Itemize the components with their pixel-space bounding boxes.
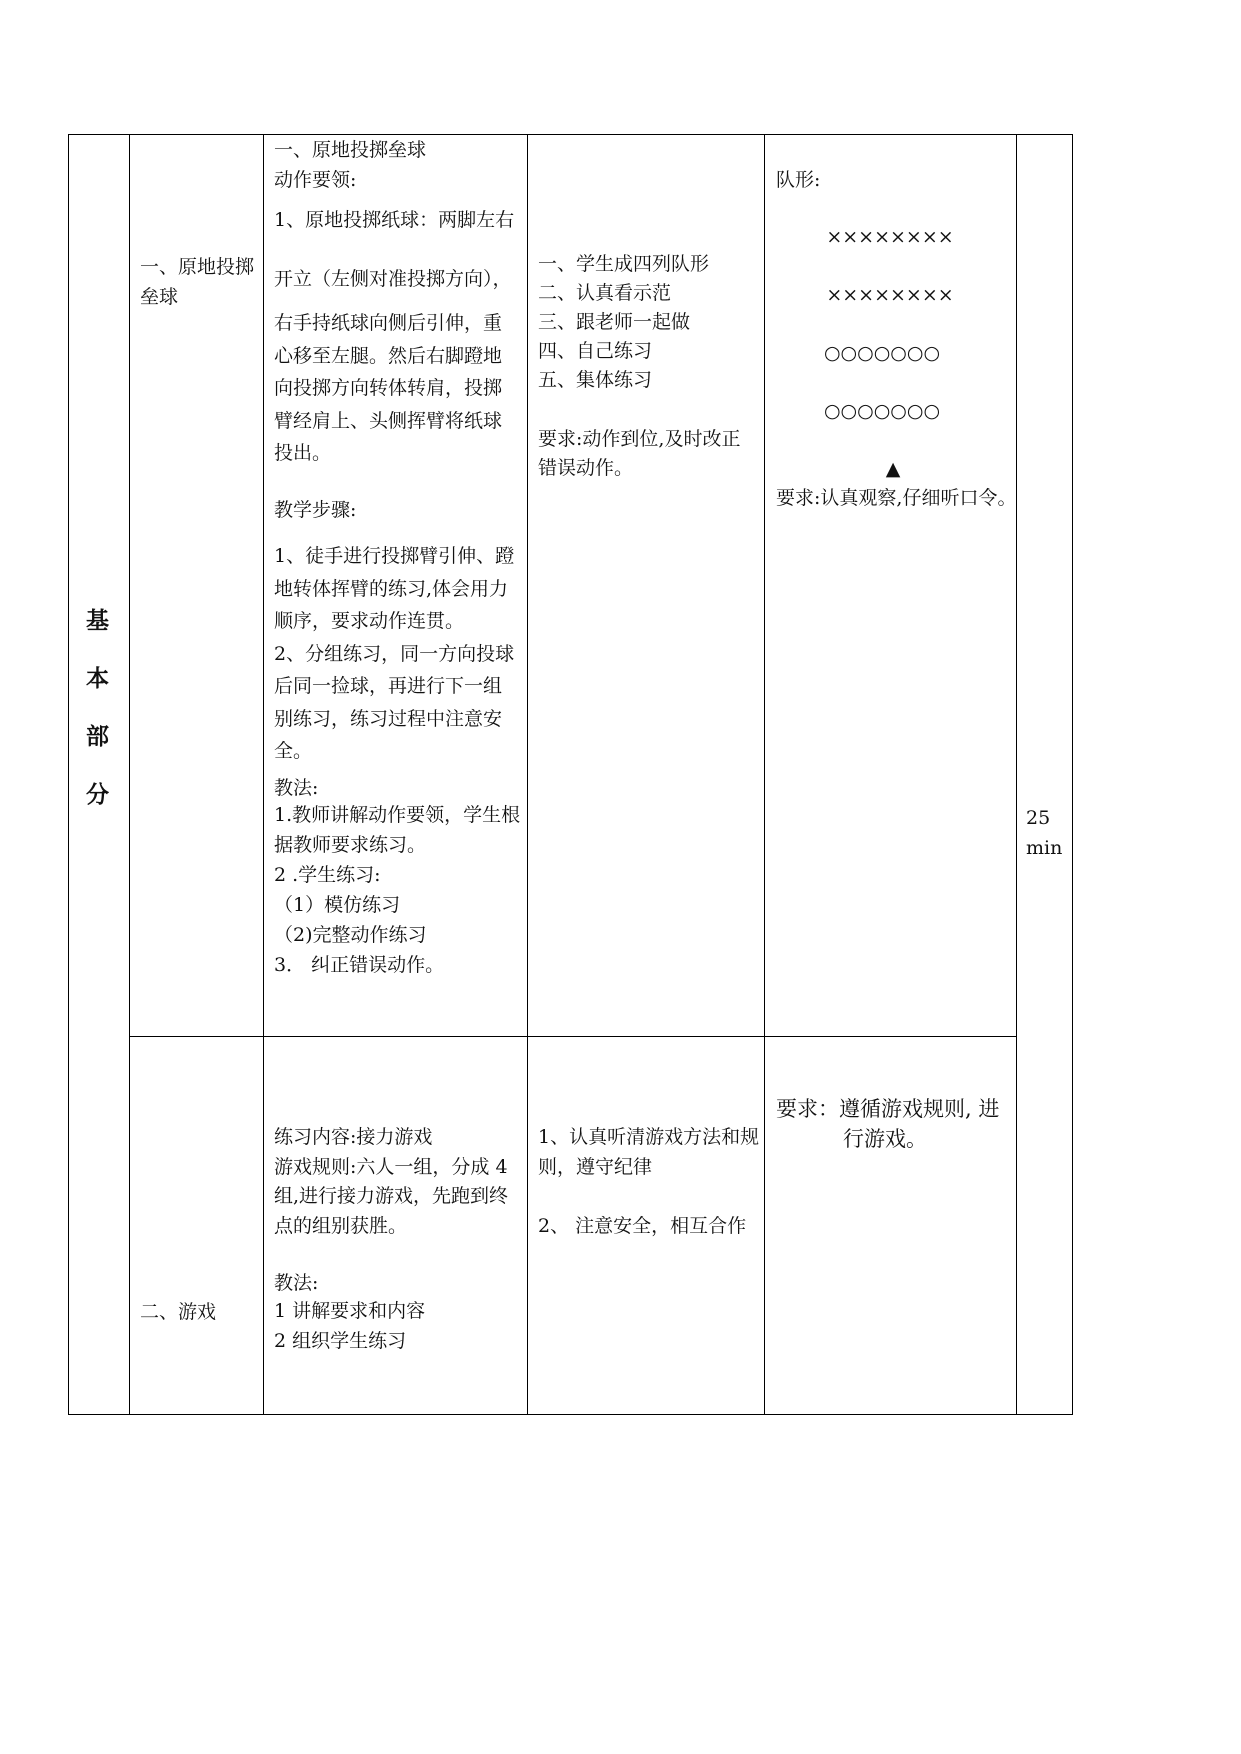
row1-topic-line1: 一、原地投掷 [140,256,255,278]
row2-methods [274,1297,425,1356]
section-char-3: 部 [86,723,109,750]
row1-content-title: 一、原地投掷垒球 [274,139,427,161]
method-line: 1 讲解要求和内容 [274,1300,426,1322]
step-line: 后同一捡球，再进行下一组 [274,675,503,697]
formation-label: 队形: [776,169,821,191]
col-border-1 [129,134,130,1415]
step-line: 地转体挥臂的练习,体会用力 [274,577,509,600]
content-line: 练习内容:接力游戏 [274,1126,433,1148]
table-bottom-border [68,1414,1073,1415]
row1-steps [274,540,514,768]
row2-topic: 二、游戏 [140,1301,217,1323]
duration-unit: min [1026,837,1063,859]
row1-methods [274,800,520,980]
essentials-line: 投出。 [274,442,332,464]
essentials-line: 心移至左腿。然后右脚蹬地 [274,344,503,367]
student-line: 则，遵守纪律 [538,1155,653,1178]
method-line: 1.教师讲解动作要领，学生根 [274,804,521,826]
section-char-4: 分 [86,781,109,808]
teacher-position-icon: ▲ [885,458,901,480]
student-item: 一、学生成四列队形 [538,253,710,275]
step-line: 全。 [274,740,313,762]
col-border-0 [68,134,69,1415]
essentials-line: 右手持纸球向侧后引伸，重 [274,312,503,334]
student-item: 五、集体练习 [538,369,653,391]
step-line: 别练习，练习过程中注意安 [274,707,503,730]
requirement-line: 错误动作。 [538,457,634,479]
student-item: 三、跟老师一起做 [538,311,691,333]
section-char-2: 本 [86,665,109,692]
row1-student-requirement [538,425,740,483]
row1-essentials-label: 动作要领: [274,169,357,191]
student-line: 1、认真听清游戏方法和规 [538,1126,760,1148]
row2-organization-requirement-line1: 要求：遵循游戏规则, 进 [776,1097,1000,1121]
step-line: 2、分组练习，同一方向投球 [274,642,515,665]
method-line: （1）模仿练习 [274,894,401,916]
col-border-5 [1016,134,1017,1415]
col-border-2 [263,134,264,1415]
step-line: 1、徒手进行投掷臂引伸、蹬 [274,545,515,567]
content-line: 游戏规则:六人一组，分成 4 [274,1155,508,1178]
step-line: 顺序，要求动作连贯。 [274,610,465,632]
row1-topic-line2: 垒球 [140,286,179,308]
student-item: 四、自己练习 [538,340,653,362]
row2-content-lines [274,1123,508,1241]
row1-essentials-first: 1、原地投掷纸球：两脚左右 [274,209,515,231]
row1-essentials-second: 开立（左侧对准投掷方向）， [274,268,512,290]
row2-student-item2: 2、 注意安全，相互合作 [538,1215,747,1237]
essentials-line: 向投掷方向转体转肩，投掷 [274,377,503,399]
method-line: 2 组织学生练习 [274,1329,407,1352]
requirement-line: 要求:动作到位,及时改正 [538,428,741,450]
formation-row-3: ○○○○○○○ [823,342,941,364]
row1-organization-requirement: 要求:认真观察,仔细听口令。 [776,487,1017,509]
row2-student-item1 [538,1123,759,1182]
essentials-line: 臂经肩上、头侧挥臂将纸球 [274,409,503,432]
method-line: 3． 纠正错误动作。 [274,954,445,976]
method-line: 2 .学生练习: [274,864,381,886]
content-line: 组,进行接力游戏，先跑到终 [274,1185,509,1207]
section-char-1: 基 [86,607,109,634]
col-border-6 [1072,134,1073,1415]
method-line: 据教师要求练习。 [274,834,427,856]
row1-steps-label: 教学步骤: [274,499,357,521]
formation-row-2: ×××××××× [826,284,954,306]
content-line: 点的组别获胜。 [274,1214,408,1237]
row2-organization-requirement-line2: 行游戏。 [843,1127,927,1151]
table-top-border [68,134,1073,135]
student-item: 二、认真看示范 [538,282,672,304]
formation-row-1: ×××××××× [826,226,954,248]
col-border-3 [527,134,528,1415]
formation-row-4: ○○○○○○○ [823,400,941,422]
row1-student-items [538,250,709,395]
row1-essentials-rest [274,307,502,470]
row1-method-label: 教法: [274,777,319,799]
duration-value: 25 [1026,807,1051,829]
method-line: （2)完整动作练习 [274,924,427,946]
col-border-4 [764,134,765,1415]
row2-method-label: 教法: [274,1272,319,1294]
